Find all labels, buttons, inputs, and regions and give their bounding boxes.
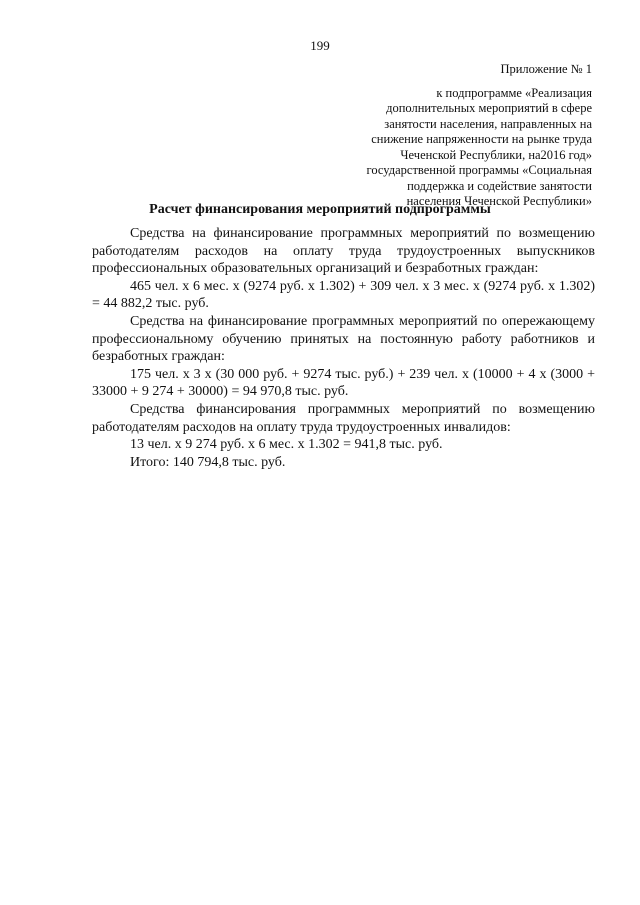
paragraph-graduates-funding: Средства на финансирование программных мероприятий по возмещению работодателям расходов на оплату труда трудоустроенных выпускников профессиональных образовательных организаций и безработных граждан: bbox=[92, 226, 595, 277]
formula-training: 175 чел. х 3 х (30 000 руб. + 9274 тыс. руб.) + 239 чел. х (10000 + 4 х (3000 + 33000 + 9 274 + 30000) = 94 970,8 тыс. руб. bbox=[92, 366, 595, 400]
appendix-line: занятости населения, направленных на bbox=[384, 116, 592, 131]
document-heading: Расчет финансирования мероприятий подпрограммы bbox=[149, 202, 491, 217]
appendix-title: Приложение № 1 bbox=[500, 62, 592, 76]
page-number: 199 bbox=[310, 38, 330, 53]
appendix-header bbox=[322, 62, 592, 210]
appendix-line: Чеченской Республики, на2016 год» bbox=[400, 147, 592, 162]
formula-disabled: 13 чел. х 9 274 руб. х 6 мес. х 1.302 = 941,8 тыс. руб. bbox=[130, 437, 443, 453]
appendix-line: дополнительных мероприятий в сфере bbox=[386, 101, 592, 115]
formula-graduates: 465 чел. х 6 мес. х (9274 руб. х 1.302) + 309 чел. х 3 мес. х (9274 руб. х 1.302) = 44 882,2 тыс. руб. bbox=[92, 278, 595, 312]
appendix-line: населения Чеченской Республики» bbox=[406, 194, 592, 208]
appendix-line: поддержка и содействие занятости bbox=[407, 178, 592, 193]
appendix-line: снижение напряженности на рынке труда bbox=[371, 132, 592, 146]
paragraph-training-funding: Средства на финансирование программных мероприятий по опережающему профессиональному обучению принятых на постоянную работу работников и безработных граждан: bbox=[92, 313, 595, 365]
appendix-line: к подпрограмме «Реализация bbox=[436, 85, 592, 100]
appendix-line: государственной программы «Социальная bbox=[366, 163, 592, 177]
document-body bbox=[92, 225, 595, 471]
total-line: Итого: 140 794,8 тыс. руб. bbox=[130, 454, 286, 470]
paragraph-disabled-funding: Средства финансирования программных мероприятий по возмещению работодателям расходов на оплату труда трудоустроенных инвалидов: bbox=[92, 401, 595, 435]
